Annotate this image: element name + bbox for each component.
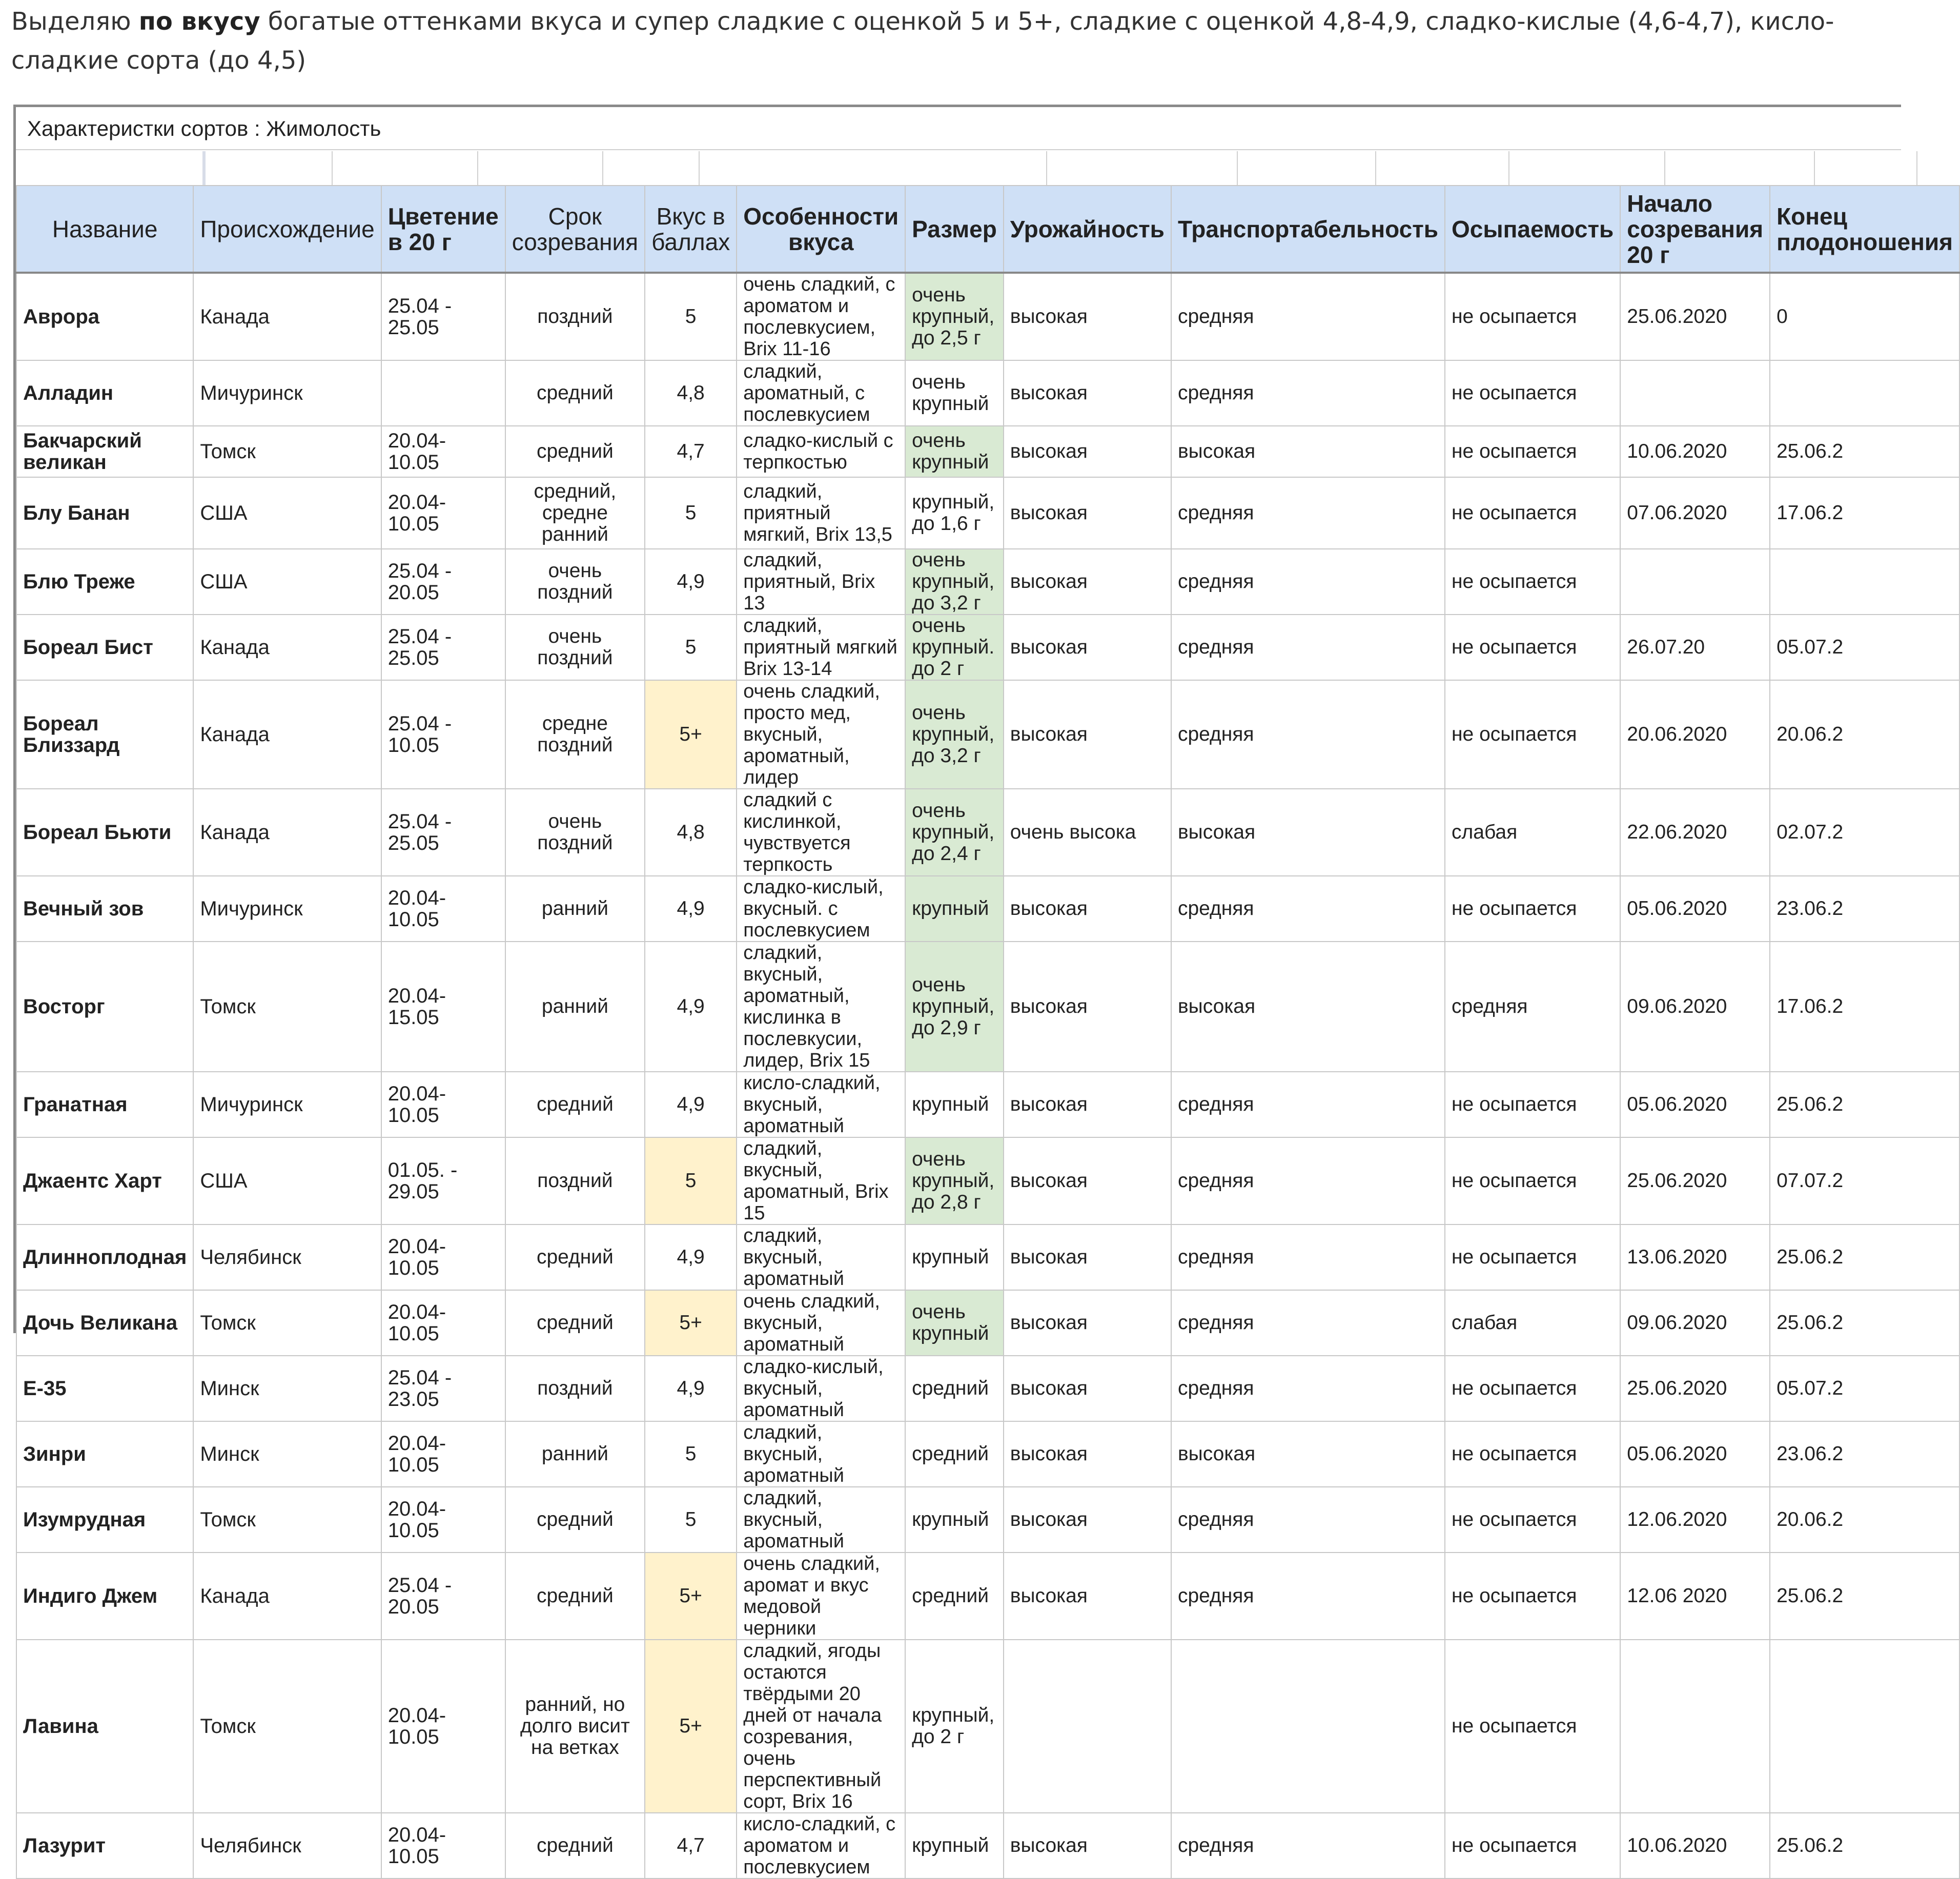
cell-end[interactable] [1770, 360, 1959, 426]
embedded-spreadsheet[interactable] [13, 105, 1953, 1878]
cell-score[interactable]: 5+ [645, 1640, 737, 1813]
cell-taste[interactable]: сладкий, приятный мягкий Brix 13-14 [737, 615, 905, 680]
table-row [16, 1137, 1959, 1224]
cell-term[interactable]: поздний [505, 1137, 645, 1224]
cell-taste[interactable]: сладкий, ягоды остаются твёрдыми 20 дней от начала созревания, очень перспективный сорт, Brix 16 [737, 1640, 905, 1813]
cell-start[interactable]: 10.06.2020 [1620, 426, 1770, 477]
cell-start[interactable]: 12.06.2020 [1620, 1487, 1770, 1553]
cell-size[interactable]: крупный [905, 1224, 1004, 1290]
cell-score[interactable]: 5 [645, 1487, 737, 1553]
cell-taste[interactable]: сладкий, вкусный, ароматный, Brix 15 [737, 1137, 905, 1224]
cell-taste[interactable]: очень сладкий, просто мед, вкусный, ароматный, лидер [737, 680, 905, 789]
cell-score[interactable]: 4,9 [645, 1356, 737, 1421]
cell-name[interactable]: Аврора [16, 273, 193, 360]
cell-bloom[interactable]: 20.04- 10.05 [381, 876, 505, 942]
cell-origin[interactable]: Канада [193, 615, 381, 680]
cell-term[interactable]: средний [505, 426, 645, 477]
cell-size[interactable]: очень крупный, до 3,2 г [905, 680, 1004, 789]
cell-name[interactable]: Лавина [16, 1640, 193, 1813]
cell-transport[interactable]: средняя [1171, 549, 1445, 615]
cell-term[interactable]: очень поздний [505, 615, 645, 680]
cell-term[interactable]: средний, средне ранний [505, 477, 645, 549]
cell-yield[interactable]: высокая [1004, 1356, 1171, 1421]
cell-yield[interactable]: высокая [1004, 1290, 1171, 1356]
intro-part2: богатые оттенками вкуса и супер сладкие с оценкой 5 и 5+, сладкие с оценкой 4,8-4,9, сладко-кислые (4,6-4,7), кисло-сладкие сорта (до 4,5) [11, 7, 1834, 75]
table-row [16, 789, 1959, 876]
cell-transport[interactable]: высокая [1171, 942, 1445, 1072]
cell-bloom[interactable]: 20.04- 10.05 [381, 1072, 505, 1137]
cell-term[interactable]: ранний [505, 942, 645, 1072]
table-row [16, 942, 1959, 1072]
cell-score[interactable]: 5+ [645, 680, 737, 789]
cell-score[interactable]: 4,7 [645, 426, 737, 477]
cell-bloom[interactable]: 25.04 - 25.05 [381, 615, 505, 680]
cell-taste[interactable]: сладкий, ароматный, с послевкусием [737, 360, 905, 426]
cell-bloom[interactable]: 25.04 - 23.05 [381, 1356, 505, 1421]
col-header-taste[interactable]: Особенности вкуса [737, 186, 905, 273]
table-row [16, 615, 1959, 680]
cell-yield[interactable]: высокая [1004, 1553, 1171, 1640]
col-header-term[interactable]: Срок созревания [505, 186, 645, 273]
table-row [16, 1224, 1959, 1290]
cell-term[interactable]: средне поздний [505, 680, 645, 789]
cell-yield[interactable]: высокая [1004, 876, 1171, 942]
cell-size[interactable]: крупный [905, 1487, 1004, 1553]
cell-transport[interactable]: высокая [1171, 789, 1445, 876]
cell-yield[interactable]: высокая [1004, 273, 1171, 360]
cell-name[interactable]: Вечный зов [16, 876, 193, 942]
cell-transport[interactable]: средняя [1171, 477, 1445, 549]
cell-bloom[interactable]: 20.04- 15.05 [381, 942, 505, 1072]
cell-end[interactable] [1770, 549, 1959, 615]
cell-score[interactable]: 5 [645, 477, 737, 549]
cell-size[interactable]: крупный [905, 876, 1004, 942]
table-row [16, 360, 1959, 426]
cell-yield[interactable]: высокая [1004, 680, 1171, 789]
cell-size[interactable]: очень крупный. до 2 г [905, 615, 1004, 680]
cell-end[interactable]: 20.06.2 [1770, 680, 1959, 789]
cell-start[interactable]: 25.06.2020 [1620, 1356, 1770, 1421]
cell-shed[interactable]: не осыпается [1445, 680, 1620, 789]
table-row [16, 1813, 1959, 1878]
cell-end[interactable]: 02.07.2 [1770, 789, 1959, 876]
cell-score[interactable]: 4,9 [645, 549, 737, 615]
cell-size[interactable]: очень крупный [905, 360, 1004, 426]
cell-name[interactable]: Бореал Бист [16, 615, 193, 680]
table-row [16, 1290, 1959, 1356]
cell-size[interactable]: очень крупный, до 2,4 г [905, 789, 1004, 876]
cell-bloom[interactable]: 25.04 - 20.05 [381, 549, 505, 615]
cell-end[interactable]: 0 [1770, 273, 1959, 360]
cell-name[interactable]: Зинри [16, 1421, 193, 1487]
cell-shed[interactable]: не осыпается [1445, 1487, 1620, 1553]
cell-score[interactable]: 4,9 [645, 942, 737, 1072]
cell-bloom[interactable]: 20.04- 10.05 [381, 1640, 505, 1813]
cell-name[interactable]: Джаентс Харт [16, 1137, 193, 1224]
cell-origin[interactable]: Томск [193, 1487, 381, 1553]
cell-transport[interactable] [1171, 1640, 1445, 1813]
cell-origin[interactable]: Канада [193, 789, 381, 876]
cell-score[interactable]: 5 [645, 1421, 737, 1487]
cell-transport[interactable]: средняя [1171, 876, 1445, 942]
table-row [16, 1553, 1959, 1640]
cell-origin[interactable]: Мичуринск [193, 360, 381, 426]
cell-start[interactable]: 09.06.2020 [1620, 942, 1770, 1072]
cell-taste[interactable]: сладко-кислый, вкусный. с послевкусием [737, 876, 905, 942]
cell-name[interactable]: Блу Банан [16, 477, 193, 549]
cell-shed[interactable]: не осыпается [1445, 426, 1620, 477]
table-row [16, 680, 1959, 789]
table-row [16, 1421, 1959, 1487]
cell-start[interactable]: 05.06.2020 [1620, 1072, 1770, 1137]
col-header-size[interactable]: Размер [905, 186, 1004, 273]
intro-bold: по вкусу [138, 7, 260, 36]
cell-yield[interactable]: высокая [1004, 1224, 1171, 1290]
cell-end[interactable]: 23.06.2 [1770, 1421, 1959, 1487]
cell-start[interactable]: 22.06.2020 [1620, 789, 1770, 876]
cell-end[interactable]: 20.06.2 [1770, 1487, 1959, 1553]
cell-size[interactable]: крупный [905, 1813, 1004, 1878]
cell-shed[interactable]: не осыпается [1445, 1224, 1620, 1290]
cell-bloom[interactable] [381, 360, 505, 426]
cell-term[interactable]: поздний [505, 1356, 645, 1421]
cell-term[interactable]: очень поздний [505, 549, 645, 615]
cell-yield[interactable]: высокая [1004, 1421, 1171, 1487]
cell-end[interactable]: 25.06.2 [1770, 1290, 1959, 1356]
cell-score[interactable]: 4,9 [645, 876, 737, 942]
cell-transport[interactable]: средняя [1171, 1290, 1445, 1356]
cell-bloom[interactable]: 25.04 - 25.05 [381, 273, 505, 360]
cell-term[interactable]: ранний [505, 1421, 645, 1487]
cell-transport[interactable]: средняя [1171, 680, 1445, 789]
cell-origin[interactable]: Томск [193, 1290, 381, 1356]
cell-end[interactable]: 17.06.2 [1770, 477, 1959, 549]
cell-transport[interactable]: средняя [1171, 1553, 1445, 1640]
cell-origin[interactable]: Челябинск [193, 1813, 381, 1878]
cell-bloom[interactable]: 01.05. - 29.05 [381, 1137, 505, 1224]
cell-term[interactable]: средний [505, 360, 645, 426]
cell-bloom[interactable]: 20.04- 10.05 [381, 477, 505, 549]
cell-shed[interactable]: не осыпается [1445, 1421, 1620, 1487]
table-row [16, 273, 1959, 360]
col-header-origin[interactable]: Происхождение [193, 186, 381, 273]
cell-term[interactable]: средний [505, 1072, 645, 1137]
cell-bloom[interactable]: 25.04 - 25.05 [381, 789, 505, 876]
cell-origin[interactable]: Мичуринск [193, 876, 381, 942]
cell-origin[interactable]: США [193, 477, 381, 549]
cell-taste[interactable]: сладкий с кислинкой, чувствуется терпкость [737, 789, 905, 876]
cell-shed[interactable]: не осыпается [1445, 876, 1620, 942]
cell-shed[interactable]: не осыпается [1445, 1640, 1620, 1813]
cell-transport[interactable]: средняя [1171, 273, 1445, 360]
cell-score[interactable]: 4,7 [645, 1813, 737, 1878]
cell-taste[interactable]: кисло-сладкий, вкусный, ароматный [737, 1072, 905, 1137]
cell-yield[interactable]: высокая [1004, 942, 1171, 1072]
cell-origin[interactable]: Канада [193, 273, 381, 360]
cell-size[interactable]: очень крупный, до 2,5 г [905, 273, 1004, 360]
cell-size[interactable]: крупный, до 2 г [905, 1640, 1004, 1813]
cell-start[interactable]: 25.06.2020 [1620, 1137, 1770, 1224]
cell-score[interactable]: 5+ [645, 1290, 737, 1356]
sheet-title: Характеристки сортов : Жимолость [16, 107, 1901, 150]
cell-size[interactable]: очень крупный, до 2,8 г [905, 1137, 1004, 1224]
cell-shed[interactable]: слабая [1445, 789, 1620, 876]
cell-score[interactable]: 5 [645, 1137, 737, 1224]
table-body [16, 273, 1959, 1878]
intro-part1: Выделяю [11, 7, 139, 36]
cell-name[interactable]: Длинноплодная [16, 1224, 193, 1290]
cell-yield[interactable]: высокая [1004, 615, 1171, 680]
cell-transport[interactable]: средняя [1171, 360, 1445, 426]
cell-score[interactable]: 5 [645, 273, 737, 360]
cell-yield[interactable]: высокая [1004, 1487, 1171, 1553]
cell-size[interactable]: очень крупный [905, 426, 1004, 477]
cell-origin[interactable]: Челябинск [193, 1224, 381, 1290]
header-row [16, 186, 1959, 273]
cell-shed[interactable]: не осыпается [1445, 549, 1620, 615]
cell-name[interactable]: Индиго Джем [16, 1553, 193, 1640]
col-header-shed[interactable]: Осыпаемость [1445, 186, 1620, 273]
cell-origin[interactable]: Томск [193, 942, 381, 1072]
cell-transport[interactable]: высокая [1171, 1421, 1445, 1487]
cell-size[interactable]: очень крупный [905, 1290, 1004, 1356]
cell-name[interactable]: Бореал Бьюти [16, 789, 193, 876]
cell-start[interactable]: 20.06.2020 [1620, 680, 1770, 789]
cell-taste[interactable]: очень сладкий, аромат и вкус медовой черники [737, 1553, 905, 1640]
cell-score[interactable]: 4,9 [645, 1224, 737, 1290]
cell-term[interactable]: средний [505, 1487, 645, 1553]
cell-origin[interactable]: Канада [193, 680, 381, 789]
cell-bloom[interactable]: 20.04- 10.05 [381, 1813, 505, 1878]
cell-name[interactable]: Алладин [16, 360, 193, 426]
cell-name[interactable]: Изумрудная [16, 1487, 193, 1553]
cell-yield[interactable]: высокая [1004, 360, 1171, 426]
cell-name[interactable]: Восторг [16, 942, 193, 1072]
cell-end[interactable]: 25.06.2 [1770, 1072, 1959, 1137]
cell-term[interactable]: ранний, но долго висит на ветках [505, 1640, 645, 1813]
cell-yield[interactable] [1004, 1640, 1171, 1813]
cell-size[interactable]: средний [905, 1356, 1004, 1421]
cell-taste[interactable]: сладкий, вкусный, ароматный [737, 1224, 905, 1290]
cell-taste[interactable]: сладко-кислый, вкусный, ароматный [737, 1356, 905, 1421]
cell-yield[interactable]: высокая [1004, 549, 1171, 615]
cell-shed[interactable]: слабая [1445, 1290, 1620, 1356]
cell-bloom[interactable]: 20.04- 10.05 [381, 1487, 505, 1553]
cell-size[interactable]: крупный [905, 1072, 1004, 1137]
cell-taste[interactable]: очень сладкий, с ароматом и послевкусием, Brix 11-16 [737, 273, 905, 360]
cell-transport[interactable]: средняя [1171, 1224, 1445, 1290]
cell-start[interactable]: 25.06.2020 [1620, 273, 1770, 360]
cell-origin[interactable]: Мичуринск [193, 1072, 381, 1137]
cell-shed[interactable]: не осыпается [1445, 1137, 1620, 1224]
cell-term[interactable]: средний [505, 1290, 645, 1356]
cell-start[interactable]: 12.06 2020 [1620, 1553, 1770, 1640]
cell-shed[interactable]: не осыпается [1445, 360, 1620, 426]
cell-origin[interactable]: США [193, 1137, 381, 1224]
cell-yield[interactable]: высокая [1004, 1137, 1171, 1224]
cell-size[interactable]: очень крупный, до 2,9 г [905, 942, 1004, 1072]
varieties-table [16, 185, 1960, 1879]
cell-start[interactable]: 26.07.20 [1620, 615, 1770, 680]
cell-end[interactable]: 25.06.2 [1770, 1813, 1959, 1878]
cell-bloom[interactable]: 20.04- 10.05 [381, 1224, 505, 1290]
cell-end[interactable]: 17.06.2 [1770, 942, 1959, 1072]
cell-yield[interactable]: высокая [1004, 426, 1171, 477]
cell-origin[interactable]: Канада [193, 1553, 381, 1640]
table-row [16, 1072, 1959, 1137]
cell-end[interactable]: 25.06.2 [1770, 426, 1959, 477]
cell-shed[interactable]: не осыпается [1445, 477, 1620, 549]
cell-taste[interactable]: кисло-сладкий, с ароматом и послевкусием [737, 1813, 905, 1878]
table-row [16, 1487, 1959, 1553]
cell-yield[interactable]: очень высока [1004, 789, 1171, 876]
cell-start[interactable] [1620, 549, 1770, 615]
cell-yield[interactable]: высокая [1004, 477, 1171, 549]
cell-size[interactable]: крупный, до 1,6 г [905, 477, 1004, 549]
cell-shed[interactable]: не осыпается [1445, 1356, 1620, 1421]
col-header-transport[interactable]: Транспортабельность [1171, 186, 1445, 273]
col-header-name[interactable]: Название [16, 186, 193, 273]
cell-transport[interactable]: средняя [1171, 1072, 1445, 1137]
cell-term[interactable]: ранний [505, 876, 645, 942]
col-header-bloom[interactable]: Цветение в 20 г [381, 186, 505, 273]
cell-bloom[interactable]: 20.04- 10.05 [381, 426, 505, 477]
empty-row [16, 151, 1901, 185]
cell-name[interactable]: Гранатная [16, 1072, 193, 1137]
cell-start[interactable]: 05.06.2020 [1620, 1421, 1770, 1487]
cell-name[interactable]: Дочь Великана [16, 1290, 193, 1356]
cell-term[interactable]: поздний [505, 273, 645, 360]
cell-start[interactable]: 05.06.2020 [1620, 876, 1770, 942]
cell-term[interactable]: средний [505, 1224, 645, 1290]
table-row [16, 549, 1959, 615]
cell-transport[interactable]: средняя [1171, 1487, 1445, 1553]
cell-shed[interactable]: не осыпается [1445, 1553, 1620, 1640]
table-row [16, 426, 1959, 477]
cell-score[interactable]: 5+ [645, 1553, 737, 1640]
cell-end[interactable]: 05.07.2 [1770, 1356, 1959, 1421]
cell-taste[interactable]: сладкий, вкусный, ароматный, кислинка в послевкусии, лидер, Brix 15 [737, 942, 905, 1072]
cell-transport[interactable]: высокая [1171, 426, 1445, 477]
cell-taste[interactable]: сладкий, приятный мягкий, Brix 13,5 [737, 477, 905, 549]
cell-end[interactable]: 25.06.2 [1770, 1553, 1959, 1640]
table-row [16, 876, 1959, 942]
cell-origin[interactable]: Томск [193, 1640, 381, 1813]
cell-score[interactable]: 5 [645, 615, 737, 680]
cell-start[interactable]: 10.06.2020 [1620, 1813, 1770, 1878]
cell-yield[interactable]: высокая [1004, 1072, 1171, 1137]
cell-name[interactable]: Лазурит [16, 1813, 193, 1878]
cell-score[interactable]: 4,8 [645, 789, 737, 876]
cell-taste[interactable]: сладкий, вкусный, ароматный [737, 1487, 905, 1553]
cell-origin[interactable]: Минск [193, 1356, 381, 1421]
cell-name[interactable]: Бореал Близзард [16, 680, 193, 789]
cell-taste[interactable]: очень сладкий, вкусный, ароматный [737, 1290, 905, 1356]
intro-text [11, 2, 1877, 80]
cell-transport[interactable]: средняя [1171, 1137, 1445, 1224]
cell-transport[interactable]: средняя [1171, 1813, 1445, 1878]
cell-start[interactable]: 09.06.2020 [1620, 1290, 1770, 1356]
table-row [16, 1356, 1959, 1421]
cell-bloom[interactable]: 25.04 - 10.05 [381, 680, 505, 789]
cell-taste[interactable]: сладкий, вкусный, ароматный [737, 1421, 905, 1487]
cell-start[interactable] [1620, 360, 1770, 426]
cell-bloom[interactable]: 25.04 - 20.05 [381, 1553, 505, 1640]
col-header-yield[interactable]: Урожайность [1004, 186, 1171, 273]
cell-end[interactable]: 07.07.2 [1770, 1137, 1959, 1224]
cell-start[interactable]: 13.06.2020 [1620, 1224, 1770, 1290]
cell-end[interactable] [1770, 1640, 1959, 1813]
cell-shed[interactable]: не осыпается [1445, 615, 1620, 680]
cell-shed[interactable]: не осыпается [1445, 273, 1620, 360]
cell-bloom[interactable]: 20.04- 10.05 [381, 1421, 505, 1487]
cell-size[interactable]: средний [905, 1553, 1004, 1640]
cell-name[interactable]: Блю Треже [16, 549, 193, 615]
cell-score[interactable]: 4,8 [645, 360, 737, 426]
table-row [16, 477, 1959, 549]
cell-shed[interactable]: не осыпается [1445, 1072, 1620, 1137]
cell-name[interactable]: Е-35 [16, 1356, 193, 1421]
table-row [16, 1640, 1959, 1813]
cell-origin[interactable]: Минск [193, 1421, 381, 1487]
cell-bloom[interactable]: 20.04- 10.05 [381, 1290, 505, 1356]
cell-transport[interactable]: средняя [1171, 615, 1445, 680]
cell-start[interactable]: 07.06.2020 [1620, 477, 1770, 549]
col-header-end[interactable]: Конец плодоношения [1770, 186, 1959, 273]
cell-taste[interactable]: сладко-кислый с терпкостью [737, 426, 905, 477]
cell-term[interactable]: средний [505, 1813, 645, 1878]
cell-start[interactable] [1620, 1640, 1770, 1813]
col-header-score[interactable]: Вкус в баллах [645, 186, 737, 273]
cell-shed[interactable]: средняя [1445, 942, 1620, 1072]
cell-shed[interactable]: не осыпается [1445, 1813, 1620, 1878]
cell-term[interactable]: очень поздний [505, 789, 645, 876]
cell-score[interactable]: 4,9 [645, 1072, 737, 1137]
cell-end[interactable]: 23.06.2 [1770, 876, 1959, 942]
cell-end[interactable]: 05.07.2 [1770, 615, 1959, 680]
cell-taste[interactable]: сладкий, приятный, Brix 13 [737, 549, 905, 615]
cell-term[interactable]: средний [505, 1553, 645, 1640]
cell-origin[interactable]: США [193, 549, 381, 615]
cell-transport[interactable]: средняя [1171, 1356, 1445, 1421]
cell-origin[interactable]: Томск [193, 426, 381, 477]
cell-size[interactable]: очень крупный, до 3,2 г [905, 549, 1004, 615]
cell-name[interactable]: Бакчарский великан [16, 426, 193, 477]
col-header-start[interactable]: Начало созревания 20 г [1620, 186, 1770, 273]
cell-yield[interactable]: высокая [1004, 1813, 1171, 1878]
cell-size[interactable]: средний [905, 1421, 1004, 1487]
cell-end[interactable]: 25.06.2 [1770, 1224, 1959, 1290]
